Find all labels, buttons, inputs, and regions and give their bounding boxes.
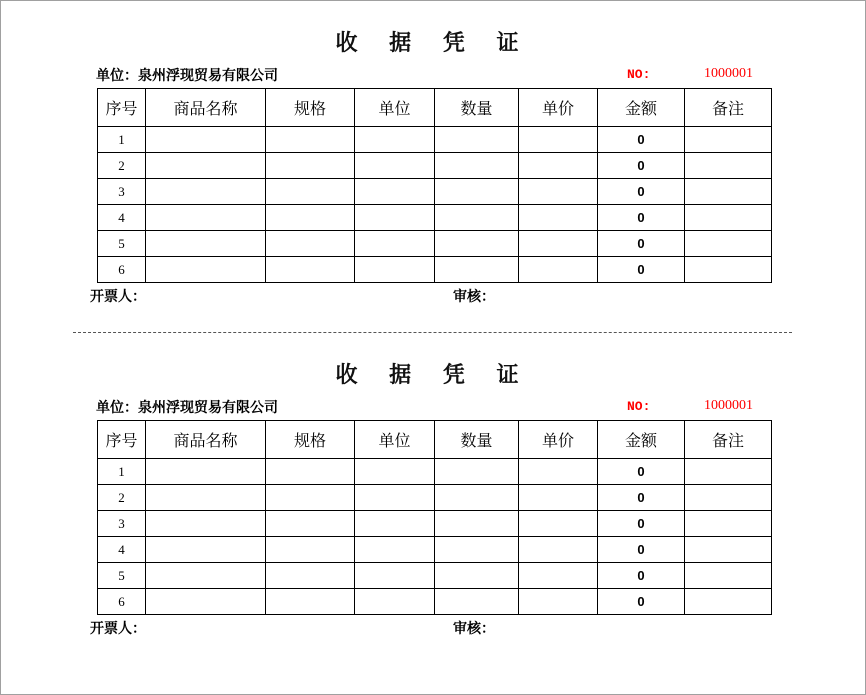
seq-cell[interactable]: 2	[98, 485, 146, 511]
table-cell[interactable]	[519, 589, 598, 615]
column-header: 数量	[435, 89, 519, 127]
table-cell[interactable]	[266, 153, 355, 179]
column-header: 金额	[598, 89, 685, 127]
amount-cell[interactable]: 0	[598, 257, 685, 283]
table-cell[interactable]	[435, 537, 519, 563]
table-cell[interactable]	[519, 459, 598, 485]
table-row	[98, 563, 772, 589]
seq-cell[interactable]: 1	[98, 459, 146, 485]
voucher-title: 收 据 凭 证	[335, 30, 531, 56]
table-cell[interactable]	[355, 179, 435, 205]
table-row	[98, 127, 772, 153]
table-row	[98, 485, 772, 511]
table-cell[interactable]	[355, 257, 435, 283]
column-header: 单位	[355, 89, 435, 127]
table-cell[interactable]	[685, 153, 772, 179]
column-header: 单价	[519, 89, 598, 127]
table-cell[interactable]	[519, 257, 598, 283]
table-cell[interactable]	[355, 153, 435, 179]
table-row	[98, 153, 772, 179]
table-cell[interactable]	[266, 511, 355, 537]
table-cell[interactable]	[266, 459, 355, 485]
table-cell[interactable]	[146, 589, 266, 615]
column-header: 金额	[598, 421, 685, 459]
table-row	[98, 205, 772, 231]
issuer-label: 开票人：	[90, 289, 146, 305]
table-cell[interactable]	[146, 179, 266, 205]
column-header: 规格	[266, 89, 355, 127]
table-row	[98, 459, 772, 485]
table-cell[interactable]	[685, 127, 772, 153]
unit-label: 单位：泉州浮现贸易有限公司	[96, 400, 278, 416]
table-row	[98, 537, 772, 563]
table-cell[interactable]	[266, 563, 355, 589]
voucher-title: 收 据 凭 证	[335, 362, 531, 388]
table-cell[interactable]	[435, 485, 519, 511]
seq-cell[interactable]: 4	[98, 205, 146, 231]
table-cell[interactable]	[435, 563, 519, 589]
amount-cell[interactable]: 0	[598, 127, 685, 153]
table-cell[interactable]	[355, 537, 435, 563]
seq-cell[interactable]: 1	[98, 127, 146, 153]
table-row	[98, 179, 772, 205]
table-cell[interactable]	[519, 511, 598, 537]
seq-cell[interactable]: 5	[98, 563, 146, 589]
seq-cell[interactable]: 4	[98, 537, 146, 563]
items-table	[97, 420, 772, 615]
table-cell[interactable]	[146, 511, 266, 537]
issuer-label: 开票人：	[90, 621, 146, 637]
amount-cell[interactable]: 0	[598, 231, 685, 257]
number-label: NO:	[627, 399, 651, 414]
table-cell[interactable]	[435, 511, 519, 537]
table-cell[interactable]	[266, 485, 355, 511]
receipt-voucher	[0, 0, 866, 305]
seq-cell[interactable]: 5	[98, 231, 146, 257]
table-cell[interactable]	[266, 205, 355, 231]
table-cell[interactable]	[685, 257, 772, 283]
number-label: NO:	[627, 67, 651, 82]
table-cell[interactable]	[266, 257, 355, 283]
reviewer-label: 审核：	[453, 621, 495, 637]
table-cell[interactable]	[685, 485, 772, 511]
table-cell[interactable]	[435, 231, 519, 257]
seq-cell[interactable]: 3	[98, 179, 146, 205]
amount-cell[interactable]: 0	[598, 563, 685, 589]
table-cell[interactable]	[355, 589, 435, 615]
unit-label: 单位：泉州浮现贸易有限公司	[96, 68, 278, 84]
table-cell[interactable]	[519, 563, 598, 589]
table-cell[interactable]	[146, 563, 266, 589]
table-cell[interactable]	[685, 537, 772, 563]
table-cell[interactable]	[266, 537, 355, 563]
column-header: 单价	[519, 421, 598, 459]
table-cell[interactable]	[355, 127, 435, 153]
seq-cell[interactable]: 2	[98, 153, 146, 179]
table-header-row	[98, 89, 772, 127]
amount-cell[interactable]: 0	[598, 485, 685, 511]
table-cell[interactable]	[266, 179, 355, 205]
column-header: 规格	[266, 421, 355, 459]
table-cell[interactable]	[435, 127, 519, 153]
seq-cell[interactable]: 6	[98, 589, 146, 615]
table-header-row	[98, 421, 772, 459]
table-cell[interactable]	[519, 153, 598, 179]
table-cell[interactable]	[146, 537, 266, 563]
table-cell[interactable]	[685, 589, 772, 615]
amount-cell[interactable]: 0	[598, 589, 685, 615]
table-cell[interactable]	[146, 257, 266, 283]
column-header: 数量	[435, 421, 519, 459]
table-cell[interactable]	[355, 511, 435, 537]
column-header: 备注	[685, 89, 772, 127]
seq-cell[interactable]: 3	[98, 511, 146, 537]
table-cell[interactable]	[685, 563, 772, 589]
seq-cell[interactable]: 6	[98, 257, 146, 283]
table-row	[98, 589, 772, 615]
table-cell[interactable]	[355, 231, 435, 257]
column-header: 单位	[355, 421, 435, 459]
table-cell[interactable]	[355, 459, 435, 485]
table-cell[interactable]	[146, 231, 266, 257]
table-cell[interactable]	[146, 459, 266, 485]
table-cell[interactable]	[519, 537, 598, 563]
table-cell[interactable]	[435, 179, 519, 205]
amount-cell[interactable]: 0	[598, 179, 685, 205]
receipt-voucher	[0, 332, 866, 637]
table-cell[interactable]	[146, 127, 266, 153]
table-cell[interactable]	[146, 205, 266, 231]
table-cell[interactable]	[519, 179, 598, 205]
table-cell[interactable]	[435, 257, 519, 283]
amount-cell[interactable]: 0	[598, 153, 685, 179]
amount-cell[interactable]: 0	[598, 537, 685, 563]
table-row	[98, 231, 772, 257]
column-header: 备注	[685, 421, 772, 459]
table-row	[98, 511, 772, 537]
table-cell[interactable]	[146, 153, 266, 179]
table-cell[interactable]	[146, 485, 266, 511]
number-value: 1000001	[704, 398, 753, 413]
table-cell[interactable]	[266, 231, 355, 257]
amount-cell[interactable]: 0	[598, 511, 685, 537]
table-cell[interactable]	[435, 459, 519, 485]
table-cell[interactable]	[355, 205, 435, 231]
table-cell[interactable]	[519, 231, 598, 257]
amount-cell[interactable]: 0	[598, 459, 685, 485]
table-cell[interactable]	[435, 589, 519, 615]
reviewer-label: 审核：	[453, 289, 495, 305]
column-header: 商品名称	[146, 89, 266, 127]
number-value: 1000001	[704, 66, 753, 81]
amount-cell[interactable]: 0	[598, 205, 685, 231]
table-cell[interactable]	[266, 589, 355, 615]
column-header: 序号	[98, 89, 146, 127]
cut-line-divider	[73, 332, 792, 333]
table-cell[interactable]	[519, 485, 598, 511]
table-cell[interactable]	[685, 179, 772, 205]
column-header: 序号	[98, 421, 146, 459]
table-cell[interactable]	[685, 459, 772, 485]
table-cell[interactable]	[435, 205, 519, 231]
table-cell[interactable]	[519, 127, 598, 153]
table-cell[interactable]	[519, 205, 598, 231]
table-cell[interactable]	[685, 511, 772, 537]
column-header: 商品名称	[146, 421, 266, 459]
table-row	[98, 257, 772, 283]
table-cell[interactable]	[355, 563, 435, 589]
table-cell[interactable]	[355, 485, 435, 511]
table-cell[interactable]	[435, 153, 519, 179]
table-cell[interactable]	[685, 231, 772, 257]
items-table	[97, 88, 772, 283]
table-cell[interactable]	[685, 205, 772, 231]
table-cell[interactable]	[266, 127, 355, 153]
